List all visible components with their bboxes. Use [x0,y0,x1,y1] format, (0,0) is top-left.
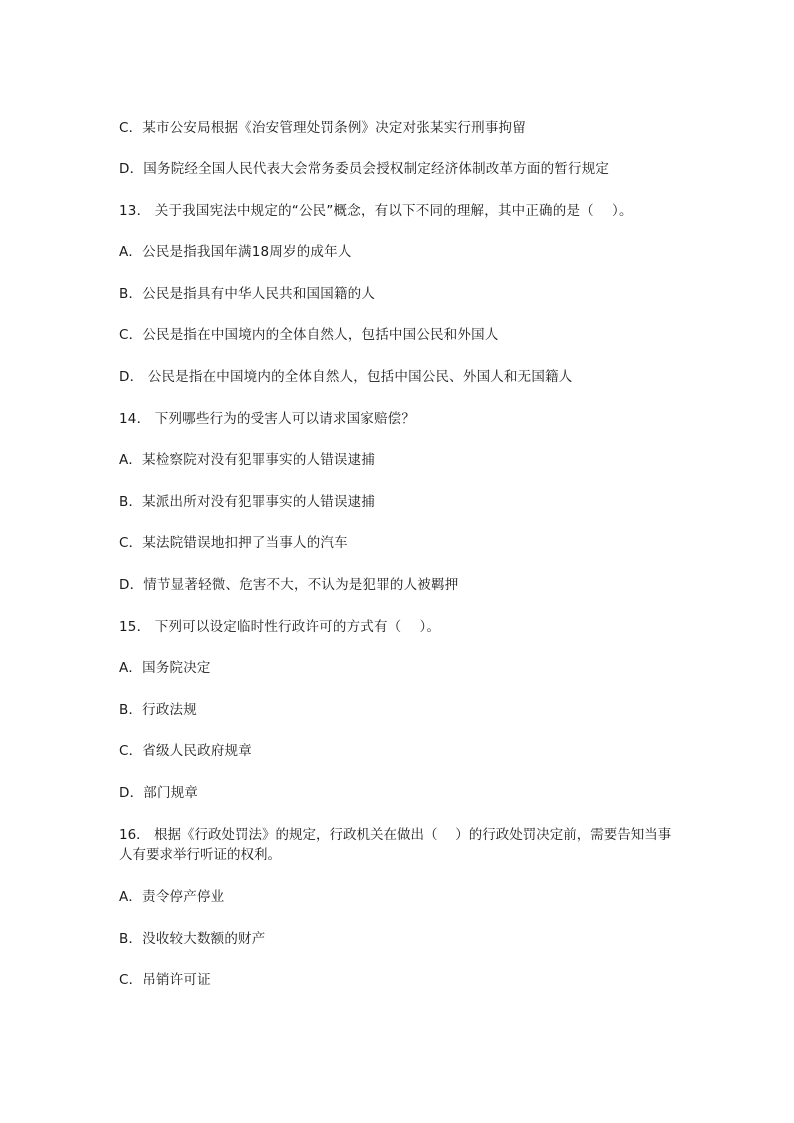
option-c-q13: C．公民是指在中国境内的全体自然人，包括中国公民和外国人 [119,327,499,343]
option-c-q16: C．吊销许可证 [119,972,211,988]
option-a-q16: A．责令停产停业 [119,889,225,905]
question-15: 15． 下列可以设定临时性行政许可的方式有（ ）。 [119,619,441,635]
option-a-q14: A．某检察院对没有犯罪事实的人错误逮捕 [119,452,376,468]
question-13: 13． 关于我国宪法中规定的“公民”概念，有以下不同的理解，其中正确的是（ ）。 [119,203,633,219]
option-b-q13: B．公民是指具有中华人民共和国国籍的人 [119,286,376,302]
option-b-q14: B．某派出所对没有犯罪事实的人错误逮捕 [119,494,376,510]
option-a-q13: A．公民是指我国年满18周岁的成年人 [119,244,352,260]
option-c-q12: C．某市公安局根据《治安管理处罚条例》决定对张某实行刑事拘留 [119,120,526,136]
option-d-q12: D．国务院经全国人民代表大会常务委员会授权制定经济体制改革方面的暂行规定 [119,161,610,177]
option-d-q14: D．情节显著轻微、危害不大，不认为是犯罪的人被羁押 [119,577,459,593]
option-b-q16: B．没收较大数额的财产 [119,931,266,947]
option-c-q15: C．省级人民政府规章 [119,743,252,759]
option-a-q15: A．国务院决定 [119,660,211,676]
option-d-q15: D．部门规章 [119,785,199,801]
question-16: 16． 根据《行政处罚法》的规定，行政机关在做出（ ）的行政处罚决定前，需要告知当事人有要求举行听证的权利。 [119,827,672,863]
option-d-q13: D． 公民是指在中国境内的全体自然人，包括中国公民、外国人和无国籍人 [119,369,573,385]
option-b-q15: B．行政法规 [119,702,197,718]
question-14: 14． 下列哪些行为的受害人可以请求国家赔偿？ [119,411,416,427]
option-c-q14: C．某法院错误地扣押了当事人的汽车 [119,535,348,551]
